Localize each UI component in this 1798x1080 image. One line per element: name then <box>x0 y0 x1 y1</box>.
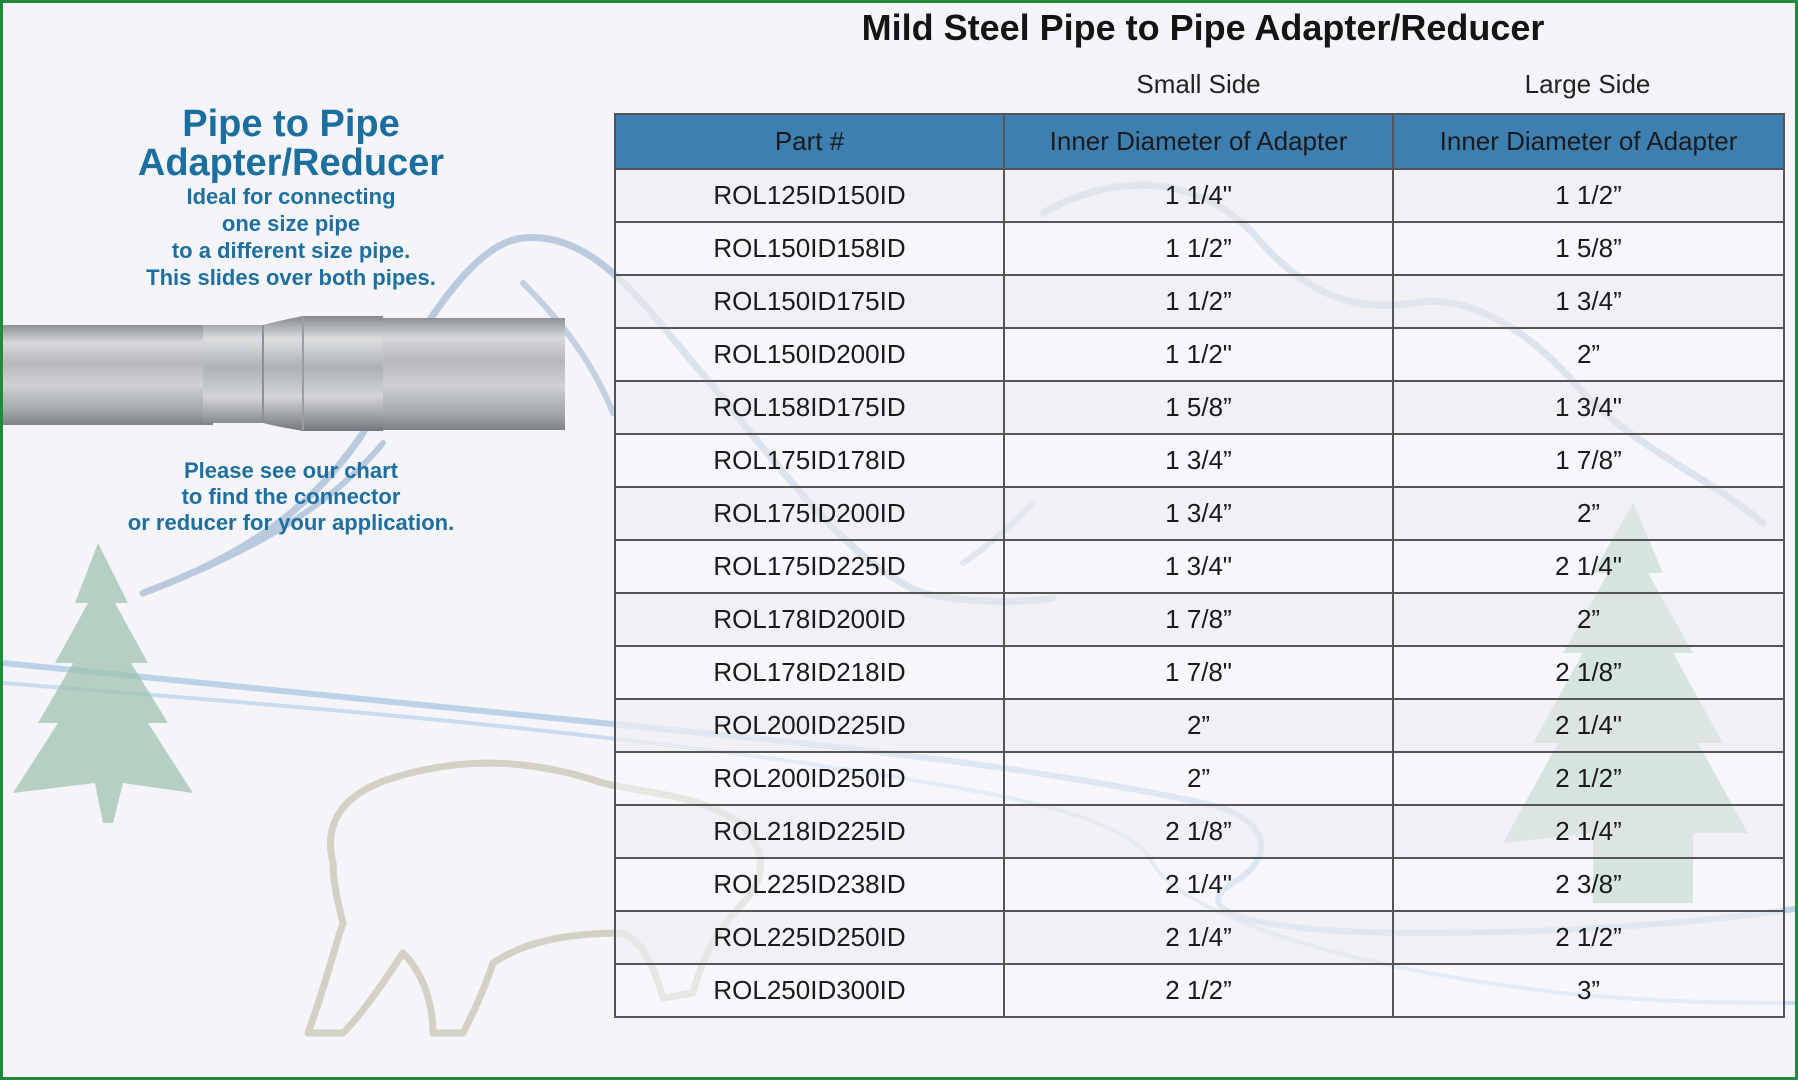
table-row <box>615 964 1784 1017</box>
large-side-cell: 2” <box>1393 593 1784 646</box>
promo-title-line: Adapter/Reducer <box>137 142 445 184</box>
part-number-cell: ROL150ID200ID <box>615 328 1004 381</box>
small-side-cell: 1 3/4” <box>1004 487 1393 540</box>
page-title: Mild Steel Pipe to Pipe Adapter/Reducer <box>861 7 1545 48</box>
promo-desc-line: to a different size pipe. <box>171 238 411 263</box>
large-pipe <box>373 318 565 430</box>
part-number-cell: ROL250ID300ID <box>615 964 1004 1017</box>
part-number-cell: ROL175ID178ID <box>615 434 1004 487</box>
small-side-cell: 1 3/4” <box>1004 434 1393 487</box>
large-side-cell: 2 1/8” <box>1393 646 1784 699</box>
small-side-cell: 2 1/4" <box>1004 858 1393 911</box>
part-number-cell: ROL150ID175ID <box>615 275 1004 328</box>
promo-description <box>91 183 491 291</box>
part-number-cell: ROL178ID218ID <box>615 646 1004 699</box>
small-side-cell: 1 5/8” <box>1004 381 1393 434</box>
small-side-cell: 1 1/2” <box>1004 222 1393 275</box>
small-side-cell: 2 1/2” <box>1004 964 1393 1017</box>
large-side-cell: 3” <box>1393 964 1784 1017</box>
large-side-cell: 2 1/2” <box>1393 911 1784 964</box>
header-large-inner-diameter: Inner Diameter of Adapter <box>1393 114 1784 169</box>
header-small-inner-diameter: Inner Diameter of Adapter <box>1004 114 1393 169</box>
part-number-cell: ROL200ID250ID <box>615 752 1004 805</box>
promo-title <box>91 105 491 183</box>
part-number-cell: ROL225ID250ID <box>615 911 1004 964</box>
promo-desc-line: one size pipe <box>221 211 361 236</box>
large-side-header: Large Side <box>1524 69 1651 99</box>
table-row <box>615 434 1784 487</box>
part-number-cell: ROL158ID175ID <box>615 381 1004 434</box>
small-pipe <box>3 325 213 425</box>
table-row <box>615 752 1784 805</box>
table-row <box>615 646 1784 699</box>
part-number-cell: ROL178ID200ID <box>615 593 1004 646</box>
table-row <box>615 593 1784 646</box>
small-side-cell: 1 7/8" <box>1004 646 1393 699</box>
large-side-cell: 1 3/4" <box>1393 381 1784 434</box>
promo-note-line: to find the connector <box>181 484 401 509</box>
large-side-cell: 2 1/4" <box>1393 699 1784 752</box>
promo-desc-line: This slides over both pipes. <box>146 265 436 290</box>
small-side-cell: 2 1/4” <box>1004 911 1393 964</box>
small-side-cell: 1 1/2" <box>1004 328 1393 381</box>
part-number-cell: ROL225ID238ID <box>615 858 1004 911</box>
promo-desc-line: Ideal for connecting <box>186 184 396 209</box>
part-number-cell: ROL175ID200ID <box>615 487 1004 540</box>
table-row <box>615 169 1784 222</box>
promo-note-line: or reducer for your application. <box>127 510 455 535</box>
large-side-cell: 2” <box>1393 487 1784 540</box>
adapter-spec-table <box>614 113 1785 1018</box>
table-row <box>615 222 1784 275</box>
table-row <box>615 381 1784 434</box>
table-row <box>615 275 1784 328</box>
promo-title-line: Pipe to Pipe <box>182 103 400 145</box>
table-row <box>615 699 1784 752</box>
promo-note <box>81 458 501 536</box>
large-side-cell: 2 1/2” <box>1393 752 1784 805</box>
large-side-cell: 1 1/2” <box>1393 169 1784 222</box>
promo-note-line: Please see our chart <box>183 458 398 483</box>
large-side-cell: 2 1/4" <box>1393 540 1784 593</box>
small-side-cell: 1 7/8” <box>1004 593 1393 646</box>
large-side-cell: 2 3/8” <box>1393 858 1784 911</box>
small-side-header: Small Side <box>1136 69 1261 99</box>
table-row <box>615 487 1784 540</box>
part-number-cell: ROL125ID150ID <box>615 169 1004 222</box>
large-side-cell: 1 5/8” <box>1393 222 1784 275</box>
table-header-row <box>615 114 1784 169</box>
table-row <box>615 540 1784 593</box>
table-row <box>615 328 1784 381</box>
table-row <box>615 858 1784 911</box>
large-side-cell: 1 7/8” <box>1393 434 1784 487</box>
small-side-cell: 2 1/8” <box>1004 805 1393 858</box>
adapter-collar <box>203 316 383 431</box>
small-side-cell: 2” <box>1004 699 1393 752</box>
small-side-cell: 2” <box>1004 752 1393 805</box>
large-side-cell: 1 3/4” <box>1393 275 1784 328</box>
table-row <box>615 911 1784 964</box>
table-body <box>615 169 1784 1017</box>
part-number-cell: ROL150ID158ID <box>615 222 1004 275</box>
small-side-cell: 1 3/4" <box>1004 540 1393 593</box>
small-side-cell: 1 1/4" <box>1004 169 1393 222</box>
large-side-cell: 2” <box>1393 328 1784 381</box>
part-number-cell: ROL175ID225ID <box>615 540 1004 593</box>
small-side-cell: 1 1/2” <box>1004 275 1393 328</box>
large-side-cell: 2 1/4” <box>1393 805 1784 858</box>
part-number-cell: ROL200ID225ID <box>615 699 1004 752</box>
part-number-cell: ROL218ID225ID <box>615 805 1004 858</box>
pipe-adapter-image <box>3 313 565 433</box>
table-row <box>615 805 1784 858</box>
header-part-number: Part # <box>615 114 1004 169</box>
